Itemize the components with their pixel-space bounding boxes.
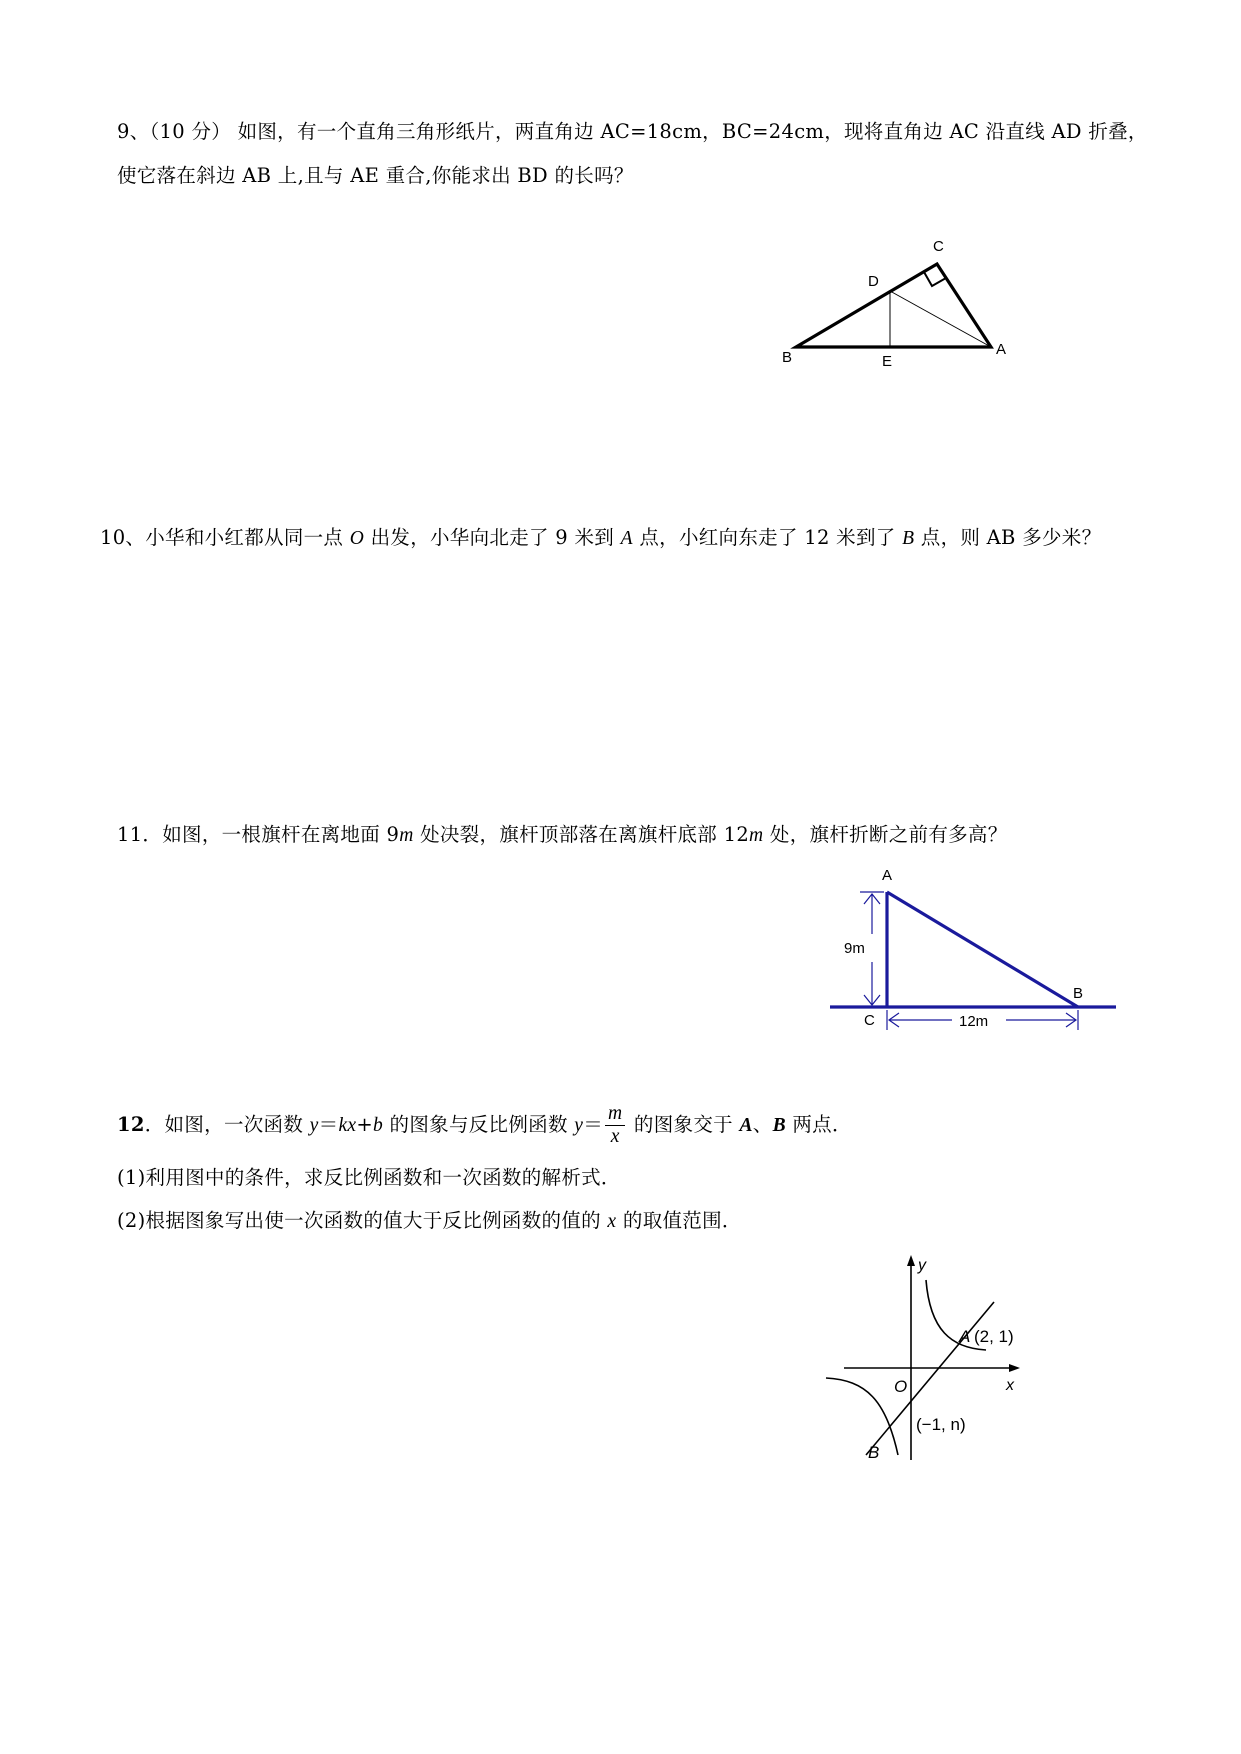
q9-label-a: A	[996, 341, 1007, 358]
q12-sub2	[117, 1205, 742, 1233]
q10-part2: 出发，小华向北走了 9 米到	[364, 526, 621, 549]
q10-point-b: B	[902, 528, 915, 549]
q12-label-a-coord: (2, 1)	[974, 1327, 1014, 1346]
q12-label-b: B	[868, 1443, 880, 1462]
q12-eq2: ＝	[583, 1113, 604, 1136]
q12-p4: 两点．	[785, 1113, 852, 1136]
q12-point-a: A	[739, 1115, 753, 1136]
q12-hyperbola-branch-2	[826, 1378, 898, 1455]
q12-f3: b	[373, 1115, 384, 1136]
q12-sub2-part2: 的取值范围．	[616, 1209, 742, 1232]
q9-label-c: C	[933, 238, 944, 255]
q11-part1: 11．如图，一根旗杆在离地面 9	[117, 823, 400, 846]
q9-fold-line-ad	[890, 291, 991, 347]
q12-label-origin: O	[894, 1377, 908, 1396]
q11-part2: 处决裂，旗杆顶部落在离旗杆底部 12	[413, 823, 750, 846]
q12-y-axis-arrow	[907, 1255, 915, 1266]
q11-part3: 处，旗杆折断之前有多高？	[763, 823, 1008, 846]
q12-frac-numerator: m	[605, 1103, 625, 1126]
q12-number: 12	[117, 1113, 145, 1136]
q12-frac-denominator: x	[610, 1126, 620, 1147]
q12-x-axis-arrow	[1009, 1364, 1020, 1372]
q12-label-a: A	[959, 1327, 971, 1346]
q11-label-a: A	[882, 867, 893, 884]
q10-part4: 点，则 AB 多少米？	[914, 526, 1102, 549]
q12-sub2-part1: (2)根据图象写出使一次函数的值大于反比例函数的值的	[117, 1209, 608, 1232]
q12-label-x: x	[1006, 1377, 1014, 1394]
q12-function-graph	[826, 1250, 1086, 1465]
q10-point-o: O	[349, 528, 365, 549]
q12-plus: +	[356, 1113, 373, 1136]
q10-text	[100, 522, 1101, 550]
q9-label-b: B	[782, 349, 793, 366]
q11-text	[117, 819, 1008, 847]
q9-triangle	[796, 264, 991, 347]
q9-label-e: E	[882, 353, 893, 370]
q11-broken-top	[887, 892, 1078, 1007]
q11-flagpole-figure	[820, 862, 1120, 1042]
q9-label-d: D	[868, 273, 879, 290]
q12-label-y: y	[918, 1257, 926, 1274]
q11-unit-m1: m	[399, 825, 414, 846]
q10-point-a: A	[620, 528, 633, 549]
q12-p2: 的图象与反比例函数	[383, 1113, 575, 1136]
q12-sub2-x: x	[607, 1211, 617, 1232]
q11-unit-m2: m	[749, 825, 764, 846]
q12-sub1: (1)利用图中的条件，求反比例函数和一次函数的解析式．	[117, 1166, 621, 1189]
q12-fraction	[605, 1103, 625, 1148]
q11-label-c: C	[864, 1012, 875, 1029]
q12-eq1: ＝	[318, 1113, 339, 1136]
q11-label-12m: 12m	[959, 1013, 989, 1030]
q10-part3: 点，小红向东走了 12 米到了	[632, 526, 903, 549]
q12-p3: 的图象交于	[627, 1113, 740, 1136]
q9-line2: 使它落在斜边 AB 上,且与 AE 重合,你能求出 BD 的长吗？	[117, 164, 634, 187]
q11-label-b: B	[1073, 985, 1084, 1002]
q12-point-b: B	[772, 1115, 786, 1136]
q12-p1: ．如图，一次函数	[144, 1113, 310, 1136]
q9-triangle-figure	[780, 228, 1020, 378]
q12-f4: y	[574, 1115, 584, 1136]
q12-line1	[117, 1103, 852, 1148]
q10-part1: 10、小华和小红都从同一点	[100, 526, 350, 549]
q12-f2: kx	[338, 1115, 357, 1136]
q12-f1: y	[309, 1115, 319, 1136]
q12-label-b-coord: (−1, n)	[916, 1415, 966, 1434]
q11-label-9m: 9m	[844, 940, 865, 957]
q12-sep: 、	[752, 1113, 773, 1136]
q9-line1: 9、（10 分） 如图，有一个直角三角形纸片，两直角边 AC=18cm，BC=24cm，现将直角边 AC 沿直线 AD 折叠，	[117, 120, 1148, 143]
